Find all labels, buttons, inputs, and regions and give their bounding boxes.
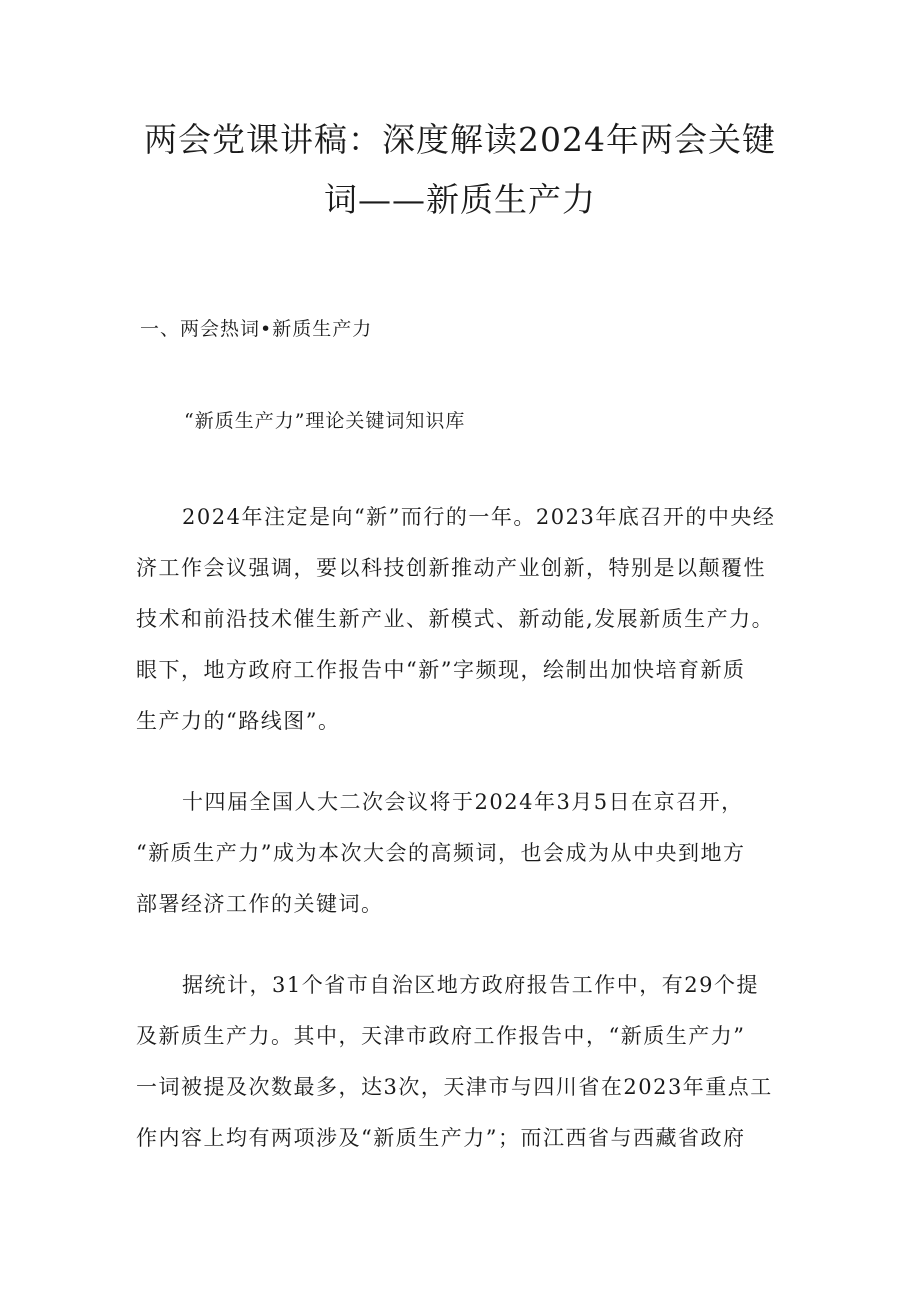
paragraph-line: 据统计，31个省市自治区地方政府报告工作中，有29个提 [182,973,759,997]
paragraph-3 [136,960,786,1164]
paragraph-line: 生产力的“路线图”。 [136,709,341,733]
paragraph-line: 一词被提及次数最多，达3次，天津市与四川省在2023年重点工 [136,1075,773,1099]
paragraph-line: 作内容上均有两项涉及“新质生产力”；而江西省与西藏省政府 [136,1126,746,1150]
paragraph-2 [136,777,786,930]
document-title-line-1: 两会党课讲稿：深度解读2024年两会关键 [144,120,776,159]
paragraph-line: 眼下，地方政府工作报告中“新”字频现，绘制出加快培育新质 [136,658,746,682]
paragraph-line: 及新质生产力。其中，天津市政府工作报告中，“新质生产力” [136,1024,746,1048]
paragraph-line: 济工作会议强调，要以科技创新推动产业创新，特别是以颠覆性 [136,556,766,580]
paragraph-line: 2024年注定是向“新”而行的一年。2023年底召开的中央经 [182,505,776,529]
paragraph-line: 部署经济工作的关键词。 [136,892,384,916]
subheading: “新质生产力”理论关键词知识库 [184,410,466,432]
paragraph-line: “新质生产力”成为本次大会的高频词，也会成为从中央到地方 [136,841,746,865]
paragraph-line: 技术和前沿技术催生新产业、新模式、新动能,发展新质生产力。 [136,607,775,631]
section-heading: 一、两会热词•新质生产力 [140,318,373,340]
document-title-line-2: 词——新质生产力 [324,180,596,219]
paragraph-line: 十四届全国人大二次会议将于2024年3月5日在京召开， [182,790,744,814]
paragraph-1 [136,492,786,747]
